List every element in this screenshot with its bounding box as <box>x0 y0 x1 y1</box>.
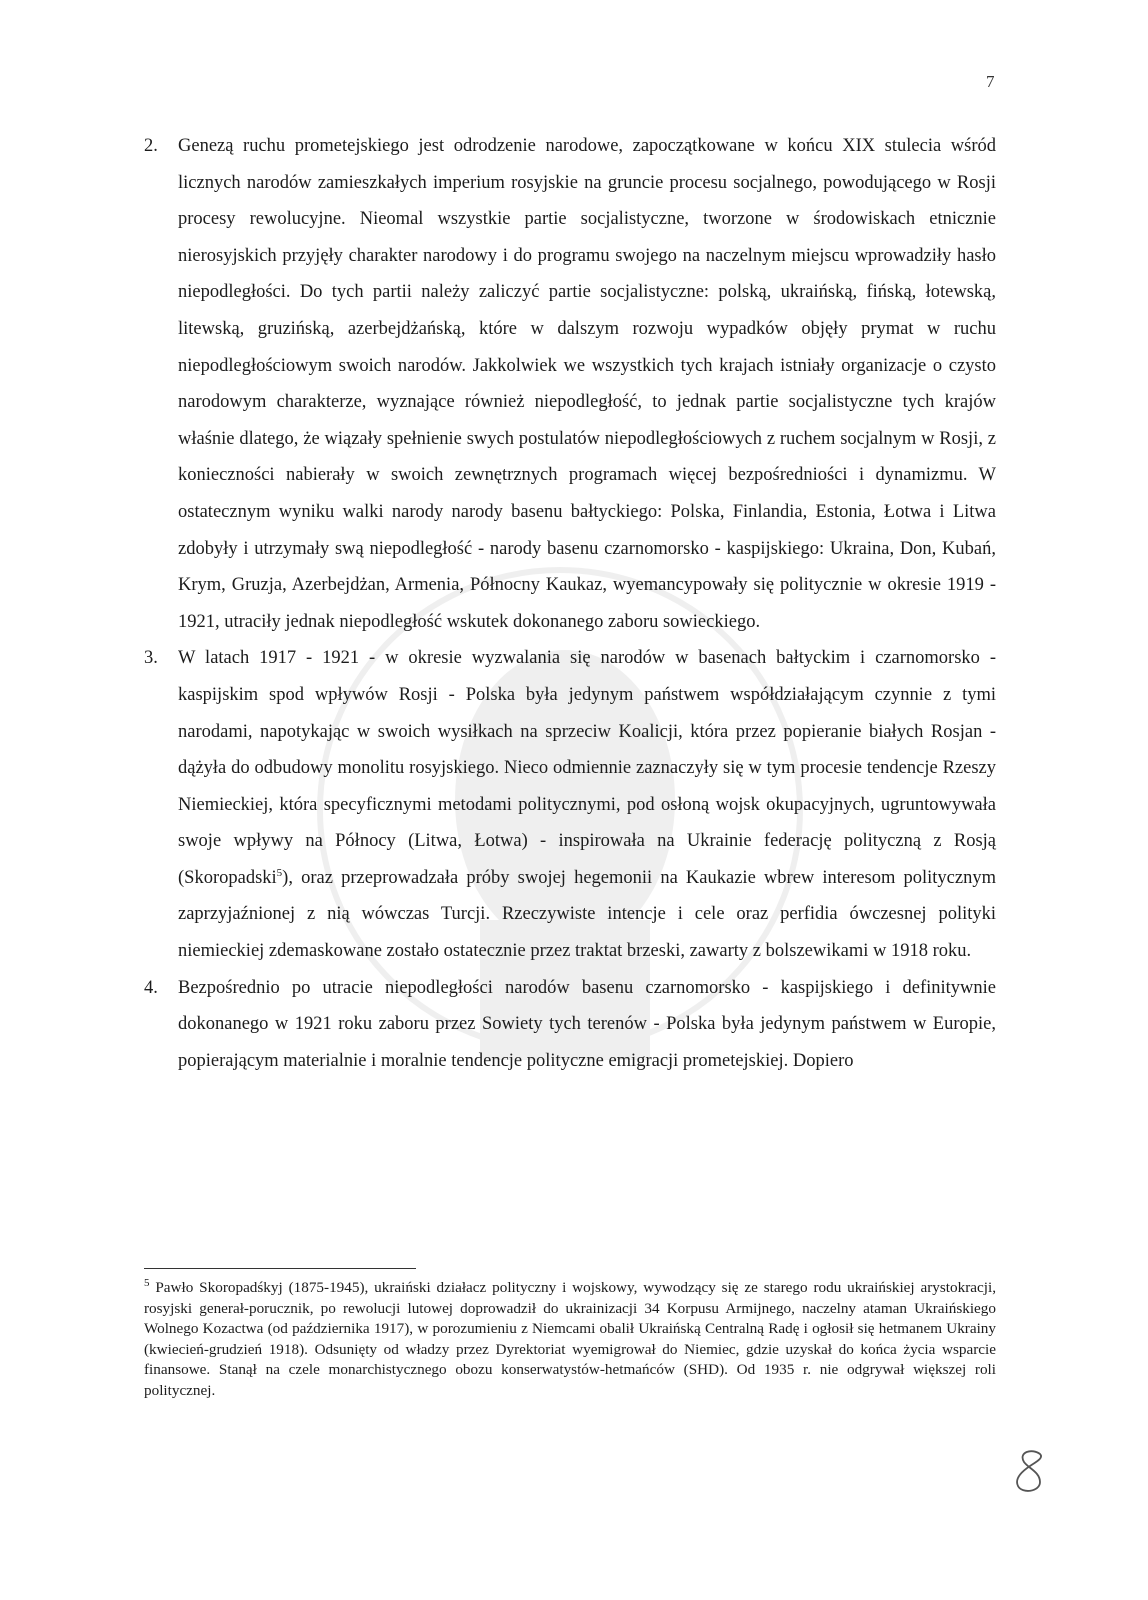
footnote-text: Pawło Skoropadśkyj (1875-1945), ukraiński działacz polityczny i wojskowy, wywodzący się ze starego rodu ukraińskiej arystokracji, rosyjski generał-porucznik, po rewolucji lutowej doprowadził do ukrainizacji 34 Korpusu Armijnego, naczelny ataman Ukraińskiego Wolnego Kozactwa (od października 1917), w porozumieniu z Niemcami obalił Ukraińską Centralną Radę i ogłosił się hetmanem Ukrainy (kwiecień-grudzień 1918). Odsunięty od władzy przez Dyrektoriat wyemigrował do Niemiec, gdzie uzyskał do końca życia wsparcie finansowe. Stanął na czele monarchistycznego obozu konserwatystów-hetmańców (SHD). Od 1935 r. nie odgrywał większej roli politycznej. <box>144 1279 996 1399</box>
footnote-separator <box>144 1268 416 1269</box>
item-text-before-footnote: W latach 1917 - 1921 - w okresie wyzwalania się narodów w basenach bałtyckim i czarnomorsko - kaspijskim spod wpływów Rosji - Polska była jedynym państwem współdziałającym czynnie z tymi narodami, napotykając w swoich wysiłkach na sprzeciw Koalicji, która przez popieranie białych Rosjan - dążyła do odbudowy monolitu rosyjskiego. Nieco odmiennie zaznaczyły się w tym procesie tendencje Rzeszy Niemieckiej, która specyficznymi metodami politycznymi, pod osłoną wojsk okupacyjnych, ugruntowywała swoje wpływy na Północy (Litwa, Łotwa) - inspirowała na Ukrainie federację polityczną z Rosją (Skoropadski <box>178 648 996 888</box>
item-paragraph <box>178 640 996 969</box>
footnote-marker: 5 <box>144 1276 150 1289</box>
list-item <box>144 970 996 1080</box>
page-number: 7 <box>986 72 995 91</box>
item-paragraph: Bezpośrednio po utracie niepodległości narodów basenu czarnomorsko - kaspijskiego i definitywnie dokonanego w 1921 roku zaboru przez Sowiety tych terenów - Polska była jedynym państwem w Europie, popierającym materialnie i moralnie tendencje polityczne emigracji prometejskiej. Dopiero <box>178 977 996 1071</box>
footnote-reference[interactable]: 5 <box>276 866 283 879</box>
item-number: 4. <box>144 977 158 998</box>
main-text <box>144 128 996 1079</box>
item-paragraph: Genezą ruchu prometejskiego jest odrodzenie narodowe, zapoczątkowane w końcu XIX stulecia wśród licznych narodów zamieszkałych imperium rosyjskie na gruncie procesu socjalnego, powodującego w Rosji procesy rewolucyjne. Nieomal wszystkie partie socjalistyczne, tworzone w środowiskach etnicznie nierosyjskich przyjęły charakter narodowy i do programu swojego na naczelnym miejscu wprowadziły hasło niepodległości. Do tych partii należy zaliczyć partie socjalistyczne: polską, ukraińską, fińską, łotewską, litewską, gruzińską, azerbejdżańską, które w dalszym rozwoju wypadków objęły prymat w ruchu niepodległościowym swoich narodów. Jakkolwiek we wszystkich tych krajach istniały organizacje o czysto narodowym charakterze, wyznające również niepodległość, to jednak partie socjalistyczne tych krajów właśnie dlatego, że wiązały spełnienie swych postulatów niepodległościowych z ruchem socjalnym w Rosji, z konieczności nabierały w swoich zewnętrznych programach więcej bezpośredniości i dynamizmu. W ostatecznym wyniku walki narody narody basenu bałtyckiego: Polska, Finlandia, Estonia, Łotwa i Litwa zdobyły i utrzymały swą niepodległość - narody basenu czarnomorsko - kaspijskiego: Ukraina, Don, Kubań, Krym, Gruzja, Azerbejdżan, Armenia, Północny Kaukaz, wyemancypowały się politycznie w okresie 1919 - 1921, utraciły jednak niepodległość wskutek dokonanego zaboru sowieckiego. <box>178 136 996 632</box>
item-number: 3. <box>144 648 158 669</box>
handwritten-page-number <box>1010 1448 1050 1494</box>
item-number: 2. <box>144 136 158 156</box>
footnote <box>144 1278 996 1402</box>
list-item <box>144 640 996 969</box>
item-text-after-footnote: ), oraz przeprowadzała próby swojej hegemonii na Kaukazie wbrew interesom politycznym zaprzyjaźnionej z nią wówczas Turcji. Rzeczywiste intencje i cele oraz perfidia ówczesnej polityki niemieckiej zdemaskowane zostało ostatecznie przez traktat brzeski, zawarty z bolszewikami w 1918 roku. <box>178 867 996 962</box>
list-item <box>144 128 996 640</box>
